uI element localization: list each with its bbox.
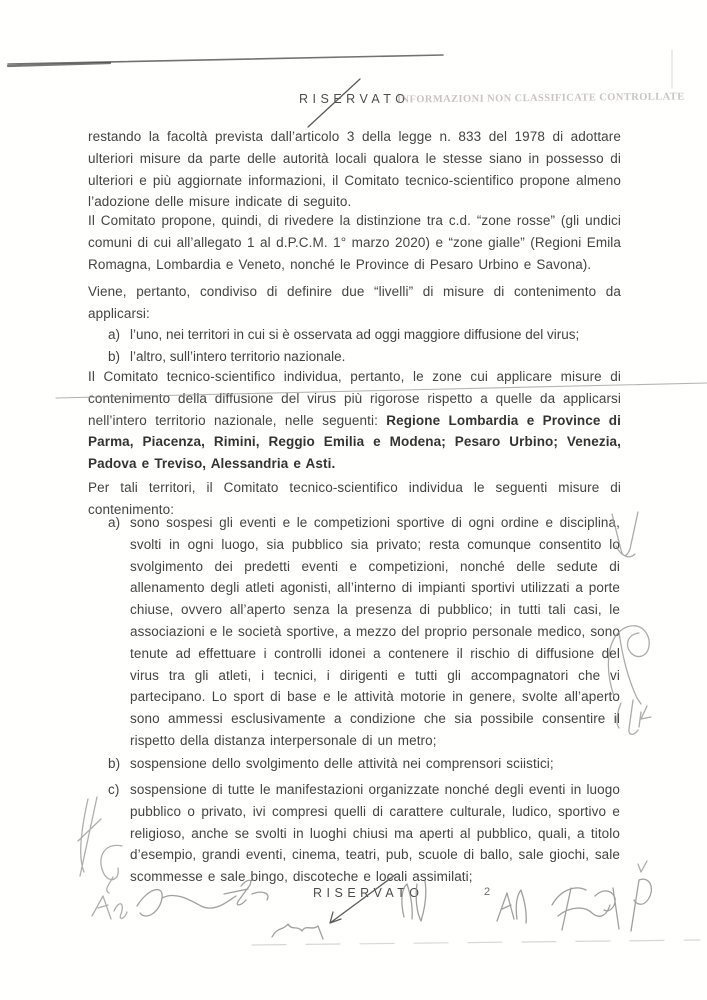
header-classification-riservato: RISERVATO (299, 92, 410, 106)
measure-text: sospensione dello svolgimento delle attività nei comprensori sciistici; (130, 756, 554, 771)
paragraph-misure-intro: Per tali territori, il Comitato tecnico-scientifico individua le seguenti misure di contenimento: (88, 480, 621, 517)
measure-text: sospensione di tutte le manifestazioni organizzate nonché degli eventi in luogo pubblico o privato, ivi compresi quelli di carattere culturale, ludico, sportivo e religioso, anche se svolti in luoghi chiusi ma aperti al pubblico, quali, a titolo d’esempio, grandi eventi, cinema, teatri, pub, scuole di ballo, sale giochi, sale scommesse e sale bingo, discoteche e locali assimilati; (130, 782, 620, 885)
paragraph-zone-individuate (88, 366, 621, 475)
list-item-level-b (108, 346, 621, 368)
page-number: 2 (484, 886, 491, 898)
list-label: b) (108, 348, 121, 364)
handwritten-signature-flourish (552, 888, 619, 930)
paragraph-intro: restando la facoltà prevista dall’articolo 3 della legge n. 833 del 1978 di adottare ulteriori misure da parte delle autorità locali qualora le stesse siano in possesso di ulteriori e più aggiornate informazioni, il Comitato tecnico-scientifico propone almeno l’adozione delle misure indicate di seguito. (88, 129, 621, 210)
paragraph-zone-individuate-territories: Regione Lombardia e Province di Parma, Piacenza, Rimini, Reggio Emilia e Modena; Pesaro Urbino; Venezia, Padova e Treviso, Alessandria e Asti. (88, 412, 621, 472)
paragraph-zone-individuate-intro: Il Comitato tecnico-scientifico individua, pertanto, le zone cui applicare misure di contenimento della diffusione del virus più rigorose rispetto a quelle da applicarsi nell’intero territorio nazionale, nelle seguenti: (88, 369, 621, 428)
handwritten-mark-l4 (617, 700, 651, 734)
paragraph-due-livelli: Viene, pertanto, condiviso di definire due “livelli” di misure di contenimento da applicarsi: (88, 284, 621, 321)
scan-line-top-thick (8, 63, 110, 66)
measure-item-b (108, 753, 620, 775)
measure-label: a) (108, 515, 121, 530)
handwritten-mark-p (631, 879, 651, 931)
handwritten-initial-left-a (78, 797, 101, 876)
handwritten-mark-av (497, 890, 526, 923)
handwritten-squiggle-m (272, 924, 323, 939)
list-text: l’uno, nei territori in cui si è osservata ad oggi maggiore diffusione del virus; (130, 327, 580, 342)
handwritten-initial-left-ar (92, 896, 127, 919)
measure-label: b) (108, 756, 121, 771)
scan-line-bottom (252, 940, 700, 945)
paragraph-zone-rosse-gialle: Il Comitato propone, quindi, di rivedere la distinzione tra c.d. “zone rosse” (gli undici comuni di cui all’allegato 1 al d.P.C.M. 1° marzo 2020) e “zone gialle” (Regioni Emila Romagna, Lombardia e Veneto, nonché le Province di Pesaro Urbino e Savona). (88, 213, 621, 272)
footer-classification-riservato: RISERVATO (313, 886, 424, 900)
measure-label: c) (108, 782, 120, 797)
measure-item-c (108, 779, 620, 888)
handwritten-tick-small (638, 861, 647, 872)
scan-line-top (8, 55, 443, 64)
levels-list (108, 324, 621, 368)
measure-text: sono sospesi gli eventi e le competizioni sportive di ogni ordine e disciplina, svolti in ogni luogo, sia pubblico sia privato; resta comunque consentito lo svolgimento dei predetti eventi e competizioni, nonché delle sedute di allenamento degli atleti agonisti, all’interno di impianti sportivi utilizzati a porte chiuse, ovvero all’aperto senza la presenza di pubblico; in tutti tali casi, le associazioni e le società sportive, a mezzo del proprio personale medico, sono tenute ad effettuare i controlli idonei a contenere il rischio di diffusione del virus tra gli atleti, i tecnici, i dirigenti e tutti gli accompagnatori che vi partecipano. Lo sport di base e le attività motorie in genere, svolte all’aperto sono ammessi esclusivamente a condizione che sia possibile consentire il rispetto della distanza interpersonale di un metro; (130, 515, 620, 748)
declassification-stamp: INFORMAZIONI NON CLASSIFICATE CONTROLLATE (396, 91, 685, 106)
measure-item-a (108, 512, 620, 752)
list-text: l’altro, sull’intero territorio nazionale. (130, 348, 346, 364)
list-item-level-a (108, 324, 621, 346)
list-label: a) (108, 327, 121, 342)
